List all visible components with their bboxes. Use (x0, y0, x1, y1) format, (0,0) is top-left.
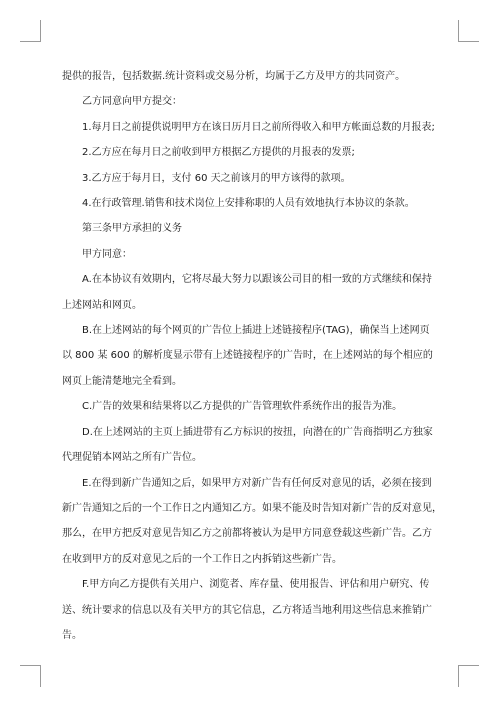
crop-mark-bottom-left (20, 665, 41, 666)
paragraph-line: 甲方同意： (82, 248, 132, 260)
paragraph-line: 送、统计要求的信息以及有关甲方的其它信息，乙方将适当地利用这些信息来推销广 (62, 604, 432, 616)
paragraph-line: 在收到甲方的反对意见之后的一个工作日之内拆销这些新广告。 (62, 553, 342, 565)
paragraph-line: 2.乙方应在每月日之前收到甲方根据乙方提供的月报表的发票; (82, 147, 355, 159)
paragraph-line: E.在得到新广告通知之后，如果甲方对新广告有任何反对意见的话，必须在接到 (82, 477, 432, 489)
crop-mark-bottom-left (40, 665, 41, 687)
paragraph-line: 乙方同意向甲方提交： (82, 96, 182, 108)
paragraph-line: 新广告通知之后的一个工作日之内通知乙方。如果不能及时告知对新广告的反对意见， (62, 502, 442, 514)
paragraph-line: 提供的报告，包括数据.统计资料或交易分析，均属于乙方及甲方的共同资产。 (62, 71, 406, 82)
paragraph-line: 上述网站和网页。 (62, 299, 142, 311)
crop-mark-top-right (458, 20, 459, 42)
paragraph-line: 以 800 某 600 的解析度显示带有上述链接程序的广告时，在上述网站的每个相应的 (62, 350, 433, 362)
crop-mark-top-right (458, 41, 479, 42)
paragraph-line: F.甲方向乙方提供有关用户、浏览者、库存量、使用报告、评估和用户研究、传 (82, 579, 430, 591)
paragraph-line: D.在上述网站的主页上插进带有乙方标识的按扭，向潜在的广告商指明乙方独家 (82, 426, 433, 438)
crop-mark-top-left (20, 41, 41, 42)
paragraph-line: C.广告的效果和结果将以乙方提供的广告管理软件系统作出的报告为准。 (82, 401, 403, 413)
crop-mark-bottom-right (458, 665, 479, 666)
paragraph-line: 1.每月日之前提供说明甲方在该日历月日之前所得收入和甲方帐面总数的月报表; (82, 121, 435, 133)
section-heading: 第三条甲方承担的义务 (82, 223, 182, 235)
paragraph-line: B.在上述网站的每个网页的广告位上插进上述链接程序(TAG)，确保当上述网页 (82, 325, 430, 337)
crop-mark-top-left (40, 20, 41, 42)
document-body (62, 64, 444, 648)
paragraph-line: 那么，在甲方把反对意见告知乙方之前都将被认为是甲方同意登载这些新广告。乙方 (62, 528, 432, 540)
paragraph-line: 3.乙方应于每月日，支付 60 天之前该月的甲方该得的款项。 (82, 172, 351, 184)
paragraph-line: 告。 (62, 629, 82, 641)
paragraph-line: 代理促销本网站之所有广告位。 (62, 452, 202, 464)
crop-mark-bottom-right (458, 665, 459, 687)
paragraph-line: A.在本协议有效期内，它将尽最大努力以跟该公司目的相一致的方式继续和保持 (82, 274, 432, 286)
paragraph-line: 网页上能清楚地完全看到。 (62, 375, 182, 387)
paragraph-line: 4.在行政管理.销售和技术岗位上安排称职的人员有效地执行本协议的条款。 (82, 198, 415, 210)
